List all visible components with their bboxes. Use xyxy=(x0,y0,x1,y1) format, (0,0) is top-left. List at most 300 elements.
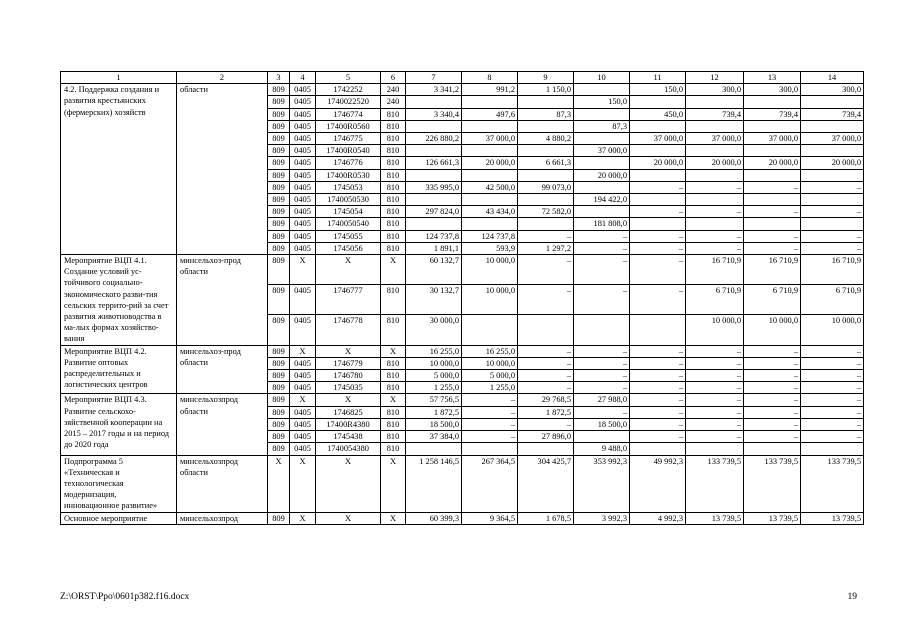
table-cell: – xyxy=(744,357,801,369)
table-cell: 0405 xyxy=(290,357,316,369)
table-cell: 810 xyxy=(381,169,406,181)
table-cell: 0405 xyxy=(290,108,316,120)
table-cell: – xyxy=(630,431,686,443)
table-cell: 809 xyxy=(268,169,290,181)
table-cell: 810 xyxy=(381,285,406,315)
table-cell: Х xyxy=(381,345,406,357)
table-cell: 1746774 xyxy=(316,108,381,120)
table-cell: Х xyxy=(268,455,290,512)
table-cell: – xyxy=(574,255,630,285)
table-cell: 10 000,0 xyxy=(744,315,801,345)
table-cell xyxy=(462,443,518,455)
table-cell: – xyxy=(744,181,801,193)
table-cell: 181 808,0 xyxy=(574,218,630,230)
table-cell xyxy=(518,194,574,206)
table-cell: – xyxy=(801,230,864,242)
table-cell: – xyxy=(630,345,686,357)
table-cell: – xyxy=(801,370,864,382)
col-num: 1 xyxy=(61,72,177,84)
table-cell: 20 000,0 xyxy=(686,157,744,169)
table-cell xyxy=(686,218,744,230)
table-cell: – xyxy=(630,181,686,193)
table-cell: 0405 xyxy=(290,370,316,382)
col-num: 7 xyxy=(406,72,462,84)
table-cell: Х xyxy=(316,345,381,357)
table-cell: 300,0 xyxy=(686,84,744,96)
table-cell: 353 992,3 xyxy=(574,455,630,512)
table-cell: 150,0 xyxy=(630,84,686,96)
table-cell: 809 xyxy=(268,512,290,524)
table-cell xyxy=(574,181,630,193)
table-cell: 1746779 xyxy=(316,357,381,369)
table-cell: 450,0 xyxy=(630,108,686,120)
table-cell: 10 000,0 xyxy=(406,357,462,369)
table-cell: – xyxy=(744,406,801,418)
table-cell: Х xyxy=(381,512,406,524)
table-cell: 1 297,2 xyxy=(518,242,574,254)
table-cell: 335 995,0 xyxy=(406,181,462,193)
table-cell: 13 739,5 xyxy=(686,512,744,524)
table-cell: 240 xyxy=(381,96,406,108)
table-cell: 810 xyxy=(381,157,406,169)
table-cell: 739,4 xyxy=(686,108,744,120)
table-cell: 1 255,0 xyxy=(462,382,518,394)
table-cell: – xyxy=(686,206,744,218)
table-cell: 0405 xyxy=(290,206,316,218)
table-cell: 810 xyxy=(381,242,406,254)
table-cell xyxy=(518,145,574,157)
table-cell: 1 872,5 xyxy=(518,406,574,418)
executor: минсельхоз-прод области xyxy=(177,255,268,346)
table-cell: 810 xyxy=(381,108,406,120)
table-cell: 5 000,0 xyxy=(462,370,518,382)
table-cell xyxy=(686,96,744,108)
table-cell: 809 xyxy=(268,394,290,406)
table-cell xyxy=(630,218,686,230)
table-cell: 809 xyxy=(268,418,290,430)
table-cell xyxy=(686,443,744,455)
table-cell: – xyxy=(574,382,630,394)
table-cell: 300,0 xyxy=(801,84,864,96)
col-num: 5 xyxy=(316,72,381,84)
table-cell: 37 000,0 xyxy=(686,133,744,145)
table-cell: 30 000,0 xyxy=(406,315,462,345)
table-cell: 60 399,3 xyxy=(406,512,462,524)
table-cell: – xyxy=(518,418,574,430)
table-cell: – xyxy=(801,357,864,369)
executor: области xyxy=(177,84,268,255)
table-cell: – xyxy=(630,206,686,218)
table-cell: – xyxy=(801,431,864,443)
table-cell: 37 000,0 xyxy=(462,133,518,145)
table-cell: 810 xyxy=(381,370,406,382)
table-cell: 20 000,0 xyxy=(630,157,686,169)
table-cell: 1746778 xyxy=(316,315,381,345)
table-cell: – xyxy=(686,394,744,406)
table-cell xyxy=(630,169,686,181)
table-cell xyxy=(574,108,630,120)
table-cell: – xyxy=(630,418,686,430)
table-cell: 20 000,0 xyxy=(801,157,864,169)
table-cell: – xyxy=(518,255,574,285)
table-cell: 6 710,9 xyxy=(686,285,744,315)
table-cell: 810 xyxy=(381,418,406,430)
table-cell: 0405 xyxy=(290,145,316,157)
table-cell: 810 xyxy=(381,218,406,230)
table-cell: 809 xyxy=(268,431,290,443)
table-cell: Х xyxy=(290,345,316,357)
table-cell xyxy=(630,315,686,345)
table-cell: 5 000,0 xyxy=(406,370,462,382)
table-cell: Х xyxy=(316,455,381,512)
table-cell: 0405 xyxy=(290,406,316,418)
table-cell: – xyxy=(686,406,744,418)
table-cell: 0405 xyxy=(290,285,316,315)
table-cell: 0405 xyxy=(290,418,316,430)
table-cell: 0405 xyxy=(290,169,316,181)
table-cell xyxy=(744,120,801,132)
table-cell: – xyxy=(630,406,686,418)
table-cell: 124 737,8 xyxy=(406,230,462,242)
table-cell: 809 xyxy=(268,242,290,254)
table-cell xyxy=(518,443,574,455)
table-row xyxy=(61,455,864,512)
table-cell: 1745056 xyxy=(316,242,381,254)
table-cell: 194 422,0 xyxy=(574,194,630,206)
table-cell: – xyxy=(630,382,686,394)
table-cell: 10 000,0 xyxy=(462,255,518,285)
table-cell: 1746775 xyxy=(316,133,381,145)
table-cell xyxy=(801,96,864,108)
table-cell: 13 739,5 xyxy=(744,512,801,524)
table-cell: – xyxy=(518,357,574,369)
table-cell: 809 xyxy=(268,145,290,157)
table-cell: 1740050530 xyxy=(316,194,381,206)
table-cell: Х xyxy=(316,255,381,285)
table-cell xyxy=(574,315,630,345)
table-cell: 87,3 xyxy=(574,120,630,132)
file-path: Z:\ORST\Ppo\0601p382.f16.docx xyxy=(60,592,190,602)
table-cell xyxy=(518,120,574,132)
col-num: 10 xyxy=(574,72,630,84)
budget-table xyxy=(60,71,864,525)
table-cell xyxy=(406,194,462,206)
table-cell: 1745055 xyxy=(316,230,381,242)
table-cell: 1 258 146,5 xyxy=(406,455,462,512)
table-cell: 0405 xyxy=(290,84,316,96)
column-number-row xyxy=(61,72,864,84)
table-cell: 30 132,7 xyxy=(406,285,462,315)
table-cell: – xyxy=(462,431,518,443)
table-cell: 810 xyxy=(381,443,406,455)
table-cell: 267 364,5 xyxy=(462,455,518,512)
table-cell: 1742252 xyxy=(316,84,381,96)
table-cell xyxy=(744,218,801,230)
table-cell: Х xyxy=(316,512,381,524)
table-cell xyxy=(406,218,462,230)
measure-name: Мероприятие ВЦП 4.3. Развитие сельскохо-зяйственной кооперации на 2015 – 2017 годы и на период до 2020 года xyxy=(61,394,177,455)
table-cell: 497,6 xyxy=(462,108,518,120)
table-cell: 810 xyxy=(381,230,406,242)
table-cell xyxy=(518,169,574,181)
table-cell: Х xyxy=(290,255,316,285)
table-cell: 1745035 xyxy=(316,382,381,394)
table-cell xyxy=(518,218,574,230)
table-cell: 809 xyxy=(268,255,290,285)
table-cell: 3 341,2 xyxy=(406,84,462,96)
table-cell: 809 xyxy=(268,108,290,120)
table-cell: 37 000,0 xyxy=(630,133,686,145)
table-cell xyxy=(744,194,801,206)
table-cell: 10 000,0 xyxy=(801,315,864,345)
table-cell xyxy=(462,315,518,345)
table-cell: 4 880,2 xyxy=(518,133,574,145)
table-cell: – xyxy=(574,406,630,418)
table-cell xyxy=(744,169,801,181)
table-cell: 810 xyxy=(381,357,406,369)
table-cell: 27 896,0 xyxy=(518,431,574,443)
table-cell: – xyxy=(744,242,801,254)
table-cell: 16 255,0 xyxy=(462,345,518,357)
table-cell: 1745438 xyxy=(316,431,381,443)
table-cell: – xyxy=(801,382,864,394)
executor: минсельхоз-прод области xyxy=(177,345,268,394)
table-cell: Х xyxy=(381,255,406,285)
table-row xyxy=(61,345,864,357)
table-cell xyxy=(686,120,744,132)
table-cell: 18 500,0 xyxy=(406,418,462,430)
table-cell: – xyxy=(686,370,744,382)
table-cell: 0405 xyxy=(290,96,316,108)
table-cell: 1 255,0 xyxy=(406,382,462,394)
table-cell xyxy=(406,145,462,157)
table-cell: 809 xyxy=(268,181,290,193)
table-cell: 124 737,8 xyxy=(462,230,518,242)
col-num: 4 xyxy=(290,72,316,84)
table-cell: – xyxy=(744,431,801,443)
table-cell: 0405 xyxy=(290,315,316,345)
table-cell: – xyxy=(801,394,864,406)
table-cell: 810 xyxy=(381,315,406,345)
executor: минсельхозпрод xyxy=(177,512,268,524)
table-cell xyxy=(518,315,574,345)
table-cell: – xyxy=(744,206,801,218)
col-num: 2 xyxy=(177,72,268,84)
table-cell: 810 xyxy=(381,181,406,193)
table-cell: 133 739,5 xyxy=(801,455,864,512)
table-cell: 1746776 xyxy=(316,157,381,169)
table-cell: 297 824,0 xyxy=(406,206,462,218)
table-cell: – xyxy=(801,181,864,193)
table-cell xyxy=(406,120,462,132)
table-cell: – xyxy=(630,242,686,254)
col-num: 3 xyxy=(268,72,290,84)
table-cell xyxy=(686,145,744,157)
table-cell: – xyxy=(518,285,574,315)
table-cell xyxy=(801,120,864,132)
table-cell: 16 710,9 xyxy=(744,255,801,285)
table-cell: – xyxy=(574,345,630,357)
table-cell xyxy=(744,145,801,157)
table-cell: 1 872,5 xyxy=(406,406,462,418)
table-cell xyxy=(574,206,630,218)
table-cell: 0405 xyxy=(290,181,316,193)
table-cell: – xyxy=(744,394,801,406)
table-cell xyxy=(801,145,864,157)
table-cell: 42 500,0 xyxy=(462,181,518,193)
table-cell: – xyxy=(630,255,686,285)
table-cell: 809 xyxy=(268,96,290,108)
table-cell: 20 000,0 xyxy=(744,157,801,169)
table-row xyxy=(61,512,864,524)
table-cell: 809 xyxy=(268,230,290,242)
table-cell xyxy=(630,145,686,157)
table-cell: 810 xyxy=(381,194,406,206)
table-cell: – xyxy=(686,431,744,443)
table-cell xyxy=(801,169,864,181)
table-cell: 0405 xyxy=(290,218,316,230)
table-cell: 27 988,0 xyxy=(574,394,630,406)
table-cell: 1745053 xyxy=(316,181,381,193)
table-row xyxy=(61,394,864,406)
table-cell: 0405 xyxy=(290,194,316,206)
table-cell: Х xyxy=(381,394,406,406)
table-row xyxy=(61,255,864,285)
table-cell: 0405 xyxy=(290,133,316,145)
col-num: 14 xyxy=(801,72,864,84)
col-num: 6 xyxy=(381,72,406,84)
table-cell: 1740054380 xyxy=(316,443,381,455)
table-cell: – xyxy=(686,181,744,193)
table-cell: 809 xyxy=(268,120,290,132)
table-cell xyxy=(801,194,864,206)
table-cell: – xyxy=(801,418,864,430)
table-cell xyxy=(462,169,518,181)
table-cell xyxy=(462,96,518,108)
table-cell: 593,9 xyxy=(462,242,518,254)
table-cell: – xyxy=(744,370,801,382)
table-cell: 810 xyxy=(381,120,406,132)
col-num: 13 xyxy=(744,72,801,84)
table-cell: 226 880,2 xyxy=(406,133,462,145)
table-cell: 810 xyxy=(381,145,406,157)
table-cell: 0405 xyxy=(290,120,316,132)
table-cell: – xyxy=(686,230,744,242)
table-cell: 6 710,9 xyxy=(744,285,801,315)
table-cell: – xyxy=(801,345,864,357)
table-cell xyxy=(744,443,801,455)
table-cell: 43 434,0 xyxy=(462,206,518,218)
table-cell xyxy=(801,443,864,455)
table-cell: 0405 xyxy=(290,382,316,394)
col-num: 9 xyxy=(518,72,574,84)
table-cell: 809 xyxy=(268,443,290,455)
table-cell: 16 255,0 xyxy=(406,345,462,357)
table-cell: – xyxy=(630,285,686,315)
col-num: 11 xyxy=(630,72,686,84)
table-cell: 37 000,0 xyxy=(574,145,630,157)
measure-name: Мероприятие ВЦП 4.2. Развитие оптовых распределительных и логистических центров xyxy=(61,345,177,394)
table-cell: 810 xyxy=(381,406,406,418)
table-cell: 809 xyxy=(268,133,290,145)
table-cell: – xyxy=(518,345,574,357)
table-cell: – xyxy=(744,382,801,394)
table-cell: 0405 xyxy=(290,242,316,254)
table-cell: 1746777 xyxy=(316,285,381,315)
table-cell: – xyxy=(630,357,686,369)
table-cell: – xyxy=(686,345,744,357)
table-cell xyxy=(574,133,630,145)
table-cell: – xyxy=(630,394,686,406)
table-cell: 57 756,5 xyxy=(406,394,462,406)
table-cell: 72 582,0 xyxy=(518,206,574,218)
table-cell: – xyxy=(686,357,744,369)
table-cell xyxy=(406,96,462,108)
table-cell: 809 xyxy=(268,357,290,369)
table-cell: 809 xyxy=(268,382,290,394)
table-cell: 1745054 xyxy=(316,206,381,218)
table-cell: 809 xyxy=(268,315,290,345)
table-cell: 20 000,0 xyxy=(462,157,518,169)
table-cell: 99 073,0 xyxy=(518,181,574,193)
col-num: 12 xyxy=(686,72,744,84)
table-cell: Х xyxy=(381,455,406,512)
table-cell: 9 488,0 xyxy=(574,443,630,455)
table-cell: – xyxy=(462,418,518,430)
table-cell: 300,0 xyxy=(744,84,801,96)
table-cell: 37 384,0 xyxy=(406,431,462,443)
table-cell: – xyxy=(801,406,864,418)
table-cell: 60 132,7 xyxy=(406,255,462,285)
table-cell xyxy=(518,96,574,108)
table-cell: – xyxy=(574,230,630,242)
table-cell: 809 xyxy=(268,194,290,206)
table-cell xyxy=(630,96,686,108)
table-cell xyxy=(630,443,686,455)
table-cell: 10 000,0 xyxy=(462,357,518,369)
table-cell: 0405 xyxy=(290,230,316,242)
table-cell: 49 992,3 xyxy=(630,455,686,512)
table-cell: 18 500,0 xyxy=(574,418,630,430)
table-cell: – xyxy=(574,285,630,315)
executor: минсельхозпрод области xyxy=(177,394,268,455)
table-cell: 17400R0530 xyxy=(316,169,381,181)
table-cell xyxy=(630,194,686,206)
table-cell: 1 678,5 xyxy=(518,512,574,524)
table-cell: 0405 xyxy=(290,443,316,455)
table-cell xyxy=(744,96,801,108)
table-cell: – xyxy=(462,406,518,418)
measure-name: Основное мероприятие xyxy=(61,512,177,524)
table-cell: 810 xyxy=(381,206,406,218)
table-cell xyxy=(462,218,518,230)
table-cell: – xyxy=(630,230,686,242)
col-num: 8 xyxy=(462,72,518,84)
table-cell: 809 xyxy=(268,406,290,418)
table-cell: 3 340,4 xyxy=(406,108,462,120)
table-cell: 1 891,1 xyxy=(406,242,462,254)
table-cell: Х xyxy=(316,394,381,406)
table-cell: 37 000,0 xyxy=(801,133,864,145)
table-cell: 1740050540 xyxy=(316,218,381,230)
table-cell: 126 661,3 xyxy=(406,157,462,169)
table-cell xyxy=(686,169,744,181)
table-cell: 20 000,0 xyxy=(574,169,630,181)
table-cell: 133 739,5 xyxy=(686,455,744,512)
page-number: 19 xyxy=(847,592,857,602)
table-cell: – xyxy=(744,418,801,430)
table-cell: 3 992,3 xyxy=(574,512,630,524)
